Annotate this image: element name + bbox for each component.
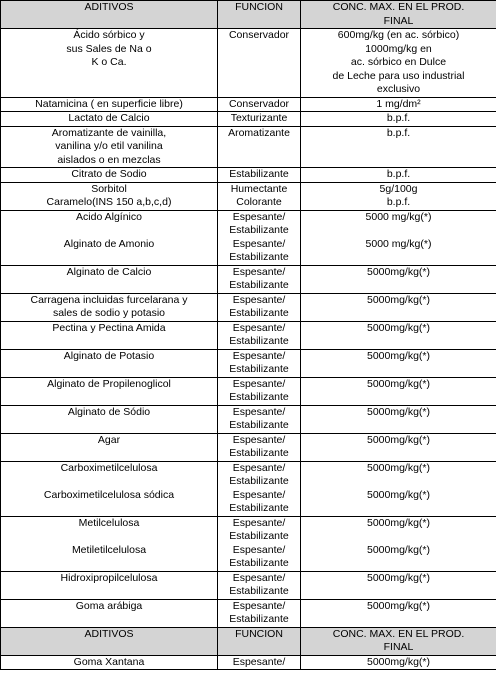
concentracion-cell: 5000mg/kg(*)	[301, 321, 496, 349]
funcion-cell: Espesante/ Estabilizante	[218, 571, 301, 599]
table-row	[1, 293, 496, 321]
aditivo-cell: Ácido sórbico y sus Sales de Na o K o Ca.	[1, 29, 218, 98]
table-row	[1, 126, 496, 168]
table-row	[1, 321, 496, 349]
table-row	[1, 210, 496, 265]
aditivo-cell: Goma Xantana	[1, 655, 218, 670]
concentracion-cell: 5000mg/kg(*)	[301, 377, 496, 405]
concentracion-cell: 5g/100g b.p.f.	[301, 182, 496, 210]
funcion-cell: Espesante/ Estabilizante	[218, 405, 301, 433]
header-concentracion: CONC. MAX. EN EL PROD. FINAL	[301, 1, 496, 29]
aditivo-cell: Aromatizante de vainilla, vanilina y/o etil vanilina aislados o en mezclas	[1, 126, 218, 168]
concentracion-cell: 5000mg/kg(*) 5000mg/kg(*)	[301, 461, 496, 516]
header-funcion: FUNCION	[218, 627, 301, 655]
table-row	[1, 29, 496, 98]
funcion-cell: Espesante/ Estabilizante Espesante/ Estabilizante	[218, 461, 301, 516]
funcion-cell: Espesante/ Estabilizante Espesante/ Estabilizante	[218, 516, 301, 571]
table-row	[1, 461, 496, 516]
header-row	[1, 1, 496, 29]
concentracion-cell: 5000mg/kg(*)	[301, 349, 496, 377]
aditivo-cell: Alginato de Calcio	[1, 265, 218, 293]
table-row	[1, 516, 496, 571]
funcion-cell: Espesante/ Estabilizante	[218, 293, 301, 321]
table-row	[1, 112, 496, 127]
aditivo-cell: Acido Algínico Alginato de Amonio	[1, 210, 218, 265]
table-row	[1, 433, 496, 461]
table-row	[1, 265, 496, 293]
aditivo-cell: Carragena incluidas furcelarana y sales de sodio y potasio	[1, 293, 218, 321]
concentracion-cell: b.p.f.	[301, 168, 496, 183]
aditivo-cell: Pectina y Pectina Amida	[1, 321, 218, 349]
concentracion-cell: 600mg/kg (en ac. sórbico) 1000mg/kg en ac. sórbico en Dulce de Leche para uso industrial exclusivo	[301, 29, 496, 98]
table-row	[1, 655, 496, 670]
repeat-header-row	[1, 627, 496, 655]
concentracion-cell: 5000mg/kg(*)	[301, 405, 496, 433]
funcion-cell: Espesante/ Estabilizante	[218, 349, 301, 377]
funcion-cell: Texturizante	[218, 112, 301, 127]
concentracion-cell: 5000mg/kg(*)	[301, 265, 496, 293]
funcion-cell: Conservador	[218, 29, 301, 98]
funcion-cell: Espesante/ Estabilizante	[218, 599, 301, 627]
header-concentracion: CONC. MAX. EN EL PROD. FINAL	[301, 627, 496, 655]
aditivo-cell: Sorbitol Caramelo(INS 150 a,b,c,d)	[1, 182, 218, 210]
table-row	[1, 377, 496, 405]
funcion-cell: Espesante/ Estabilizante	[218, 377, 301, 405]
concentracion-cell: 5000mg/kg(*)	[301, 599, 496, 627]
concentracion-cell: 5000mg/kg(*)	[301, 433, 496, 461]
concentracion-cell: 5000mg/kg(*)	[301, 655, 496, 670]
table-row	[1, 97, 496, 112]
concentracion-cell: b.p.f.	[301, 126, 496, 168]
header-aditivos: ADITIVOS	[1, 1, 218, 29]
funcion-cell: Aromatizante	[218, 126, 301, 168]
table-row	[1, 349, 496, 377]
header-aditivos: ADITIVOS	[1, 627, 218, 655]
funcion-cell: Estabilizante	[218, 168, 301, 183]
funcion-cell: Espesante/ Estabilizante	[218, 433, 301, 461]
funcion-cell: Espesante/	[218, 655, 301, 670]
table-row	[1, 182, 496, 210]
aditivo-cell: Alginato de Potasio	[1, 349, 218, 377]
table-row	[1, 571, 496, 599]
concentracion-cell: 5000mg/kg(*)	[301, 571, 496, 599]
concentracion-cell: 5000 mg/kg(*) 5000 mg/kg(*)	[301, 210, 496, 265]
concentracion-cell: 1 mg/dm²	[301, 97, 496, 112]
aditivo-cell: Goma arábiga	[1, 599, 218, 627]
aditivo-cell: Lactato de Calcio	[1, 112, 218, 127]
aditivo-cell: Agar	[1, 433, 218, 461]
funcion-cell: Espesante/ Estabilizante Espesante/ Estabilizante	[218, 210, 301, 265]
funcion-cell: Humectante Colorante	[218, 182, 301, 210]
funcion-cell: Espesante/ Estabilizante	[218, 265, 301, 293]
header-funcion: FUNCION	[218, 1, 301, 29]
concentracion-cell: 5000mg/kg(*)	[301, 293, 496, 321]
aditivo-cell: Carboximetilcelulosa Carboximetilcelulosa sódica	[1, 461, 218, 516]
concentracion-cell: 5000mg/kg(*) 5000mg/kg(*)	[301, 516, 496, 571]
aditivo-cell: Metilcelulosa Metiletilcelulosa	[1, 516, 218, 571]
funcion-cell: Conservador	[218, 97, 301, 112]
aditivo-cell: Citrato de Sodio	[1, 168, 218, 183]
table-row	[1, 405, 496, 433]
table-row	[1, 599, 496, 627]
table-row	[1, 168, 496, 183]
concentracion-cell: b.p.f.	[301, 112, 496, 127]
aditivo-cell: Alginato de Sódio	[1, 405, 218, 433]
aditivo-cell: Alginato de Propilenoglicol	[1, 377, 218, 405]
aditivo-cell: Natamicina ( en superficie libre)	[1, 97, 218, 112]
funcion-cell: Espesante/ Estabilizante	[218, 321, 301, 349]
aditivo-cell: Hidroxipropilcelulosa	[1, 571, 218, 599]
